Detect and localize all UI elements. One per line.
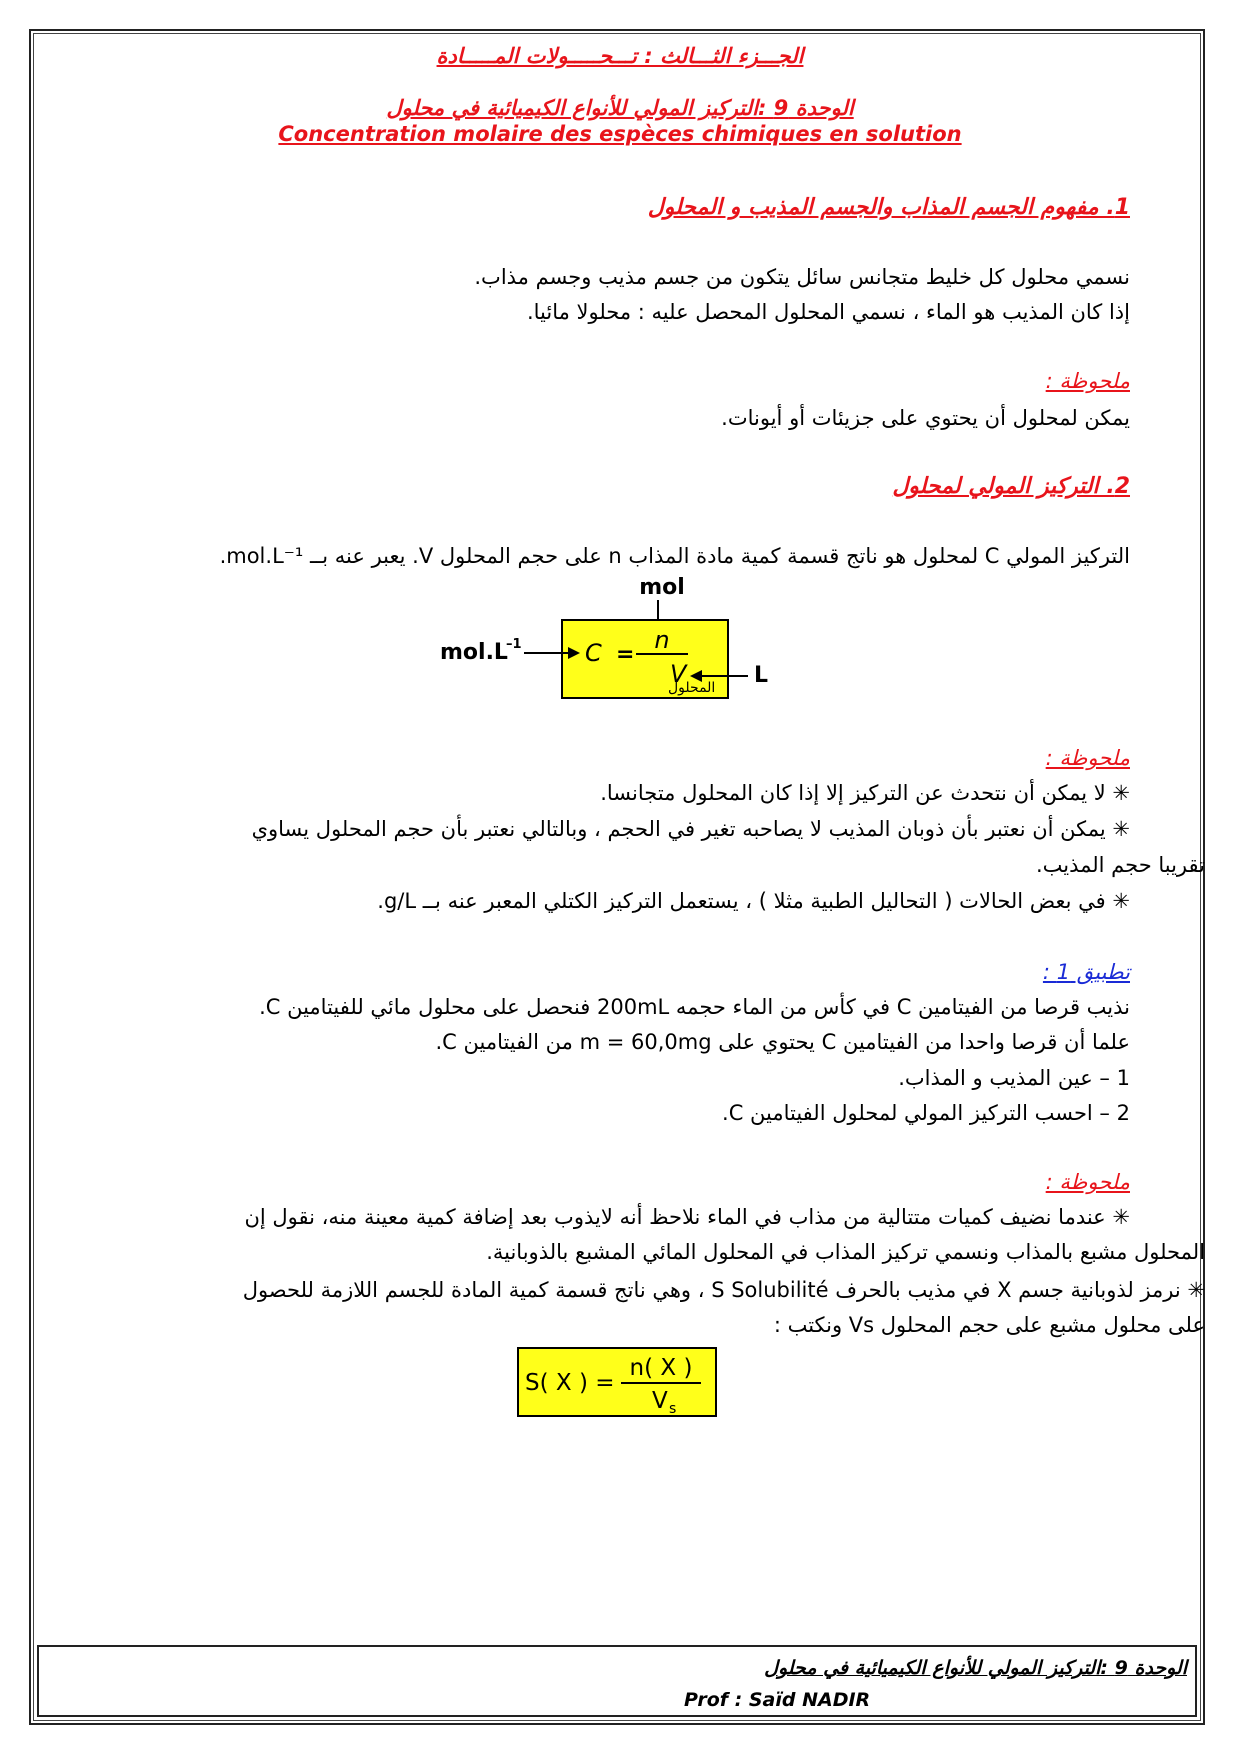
formula-equals: = xyxy=(616,642,635,667)
french-title: Concentration molaire des espèces chimiques en solution xyxy=(278,122,962,146)
solubility-formula-denominator: V xyxy=(652,1388,668,1414)
section1-line2: إذا كان المذيب هو الماء ، نسمي المحلول المحصل عليه : محلولا مائيا. xyxy=(526,300,1130,324)
section1-note-text: يمكن لمحلول أن يحتوي على جزيئات أو أيونات. xyxy=(721,406,1130,430)
formula-denominator: V xyxy=(670,660,687,688)
part-title: الجـــزء الثـــالث : تـــحـــــولات المـــــادة xyxy=(436,44,804,68)
unit-top-label: mol xyxy=(639,575,685,600)
solubility-formula-numerator: n( X ) xyxy=(629,1355,693,1381)
solubility-formula-lhs: S( X ) = xyxy=(525,1370,615,1396)
application-line: نذيب قرصا من الفيتامين C في كأس من الماء حجمه 200mL فنحصل على محلول مائي للفيتامين C. xyxy=(259,995,1130,1019)
application-line: علما أن قرصا واحدا من الفيتامين C يحتوي على m = 60,0mg من الفيتامين C. xyxy=(435,1030,1130,1054)
section1-line1: نسمي محلول كل خليط متجانس سائل يتكون من جسم مذيب وجسم مذاب. xyxy=(474,265,1130,289)
section2-note-item: ✳ لا يمكن أن نتحدث عن التركيز إلا إذا كان المحلول متجانسا. xyxy=(600,781,1130,805)
solubility-line: المحلول مشبع بالمذاب ونسمي تركيز المذاب في المحلول المائي المشبع بالذوبانية. xyxy=(486,1240,1205,1264)
section2-definition: التركيز المولي C لمحلول هو ناتج قسمة كمية مادة المذاب n على حجم المحلول V. يعبر عنه بــ mol.L⁻¹. xyxy=(219,544,1130,568)
section2-heading: 2. التركيز المولي لمحلول xyxy=(892,474,1130,499)
section1-heading: 1. مفهوم الجسم المذاب والجسم المذيب و المحلول xyxy=(647,195,1130,220)
solubility-formula-subscript: s xyxy=(669,1401,677,1417)
footer-author: Prof : Saïd NADIR xyxy=(684,1689,871,1711)
section2-note-item: تقريبا حجم المذيب. xyxy=(1035,853,1205,877)
solubility-formula-box xyxy=(517,1347,717,1417)
unit-left-label: mol.L xyxy=(440,640,508,665)
application-line: 2 – احسب التركيز المولي لمحلول الفيتامين C. xyxy=(722,1101,1130,1125)
solubility-line: ✳ نرمز لذوبانية جسم X في مذيب بالحرف S Solubilité ، وهي ناتج قسمة كمية المادة للجسم اللازمة للحصول xyxy=(242,1278,1205,1302)
section2-note-item: ✳ في بعض الحالات ( التحاليل الطبية مثلا ) ، يستعمل التركيز الكتلي المعبر عنه بــ g/L. xyxy=(377,889,1130,913)
section2-note-item: ✳ يمكن أن نعتبر بأن ذوبان المذيب لا يصاحبه تغير في الحجم ، وبالتالي نعتبر بأن حجم المحلول يساوي xyxy=(251,817,1130,841)
unit-right-label: L xyxy=(754,663,769,688)
footer-box xyxy=(37,1645,1197,1717)
footer-unit: الوحدة 9 :التركيز المولي للأنواع الكيميائية في محلول xyxy=(764,1657,1187,1679)
section1-note-label: ملحوظة : xyxy=(1045,369,1130,393)
formula-subscript: المحلول xyxy=(668,680,716,696)
solubility-note-label: ملحوظة : xyxy=(1045,1170,1130,1194)
application-label: تطبيق 1 : xyxy=(1042,960,1130,984)
solubility-line: على محلول مشبع على حجم المحلول Vs ونكتب : xyxy=(773,1313,1205,1337)
concentration-formula-diagram xyxy=(440,570,800,710)
solubility-line: ✳ عندما نضيف كميات متتالية من مذاب في الماء نلاحظ أنه لايذوب بعد إضافة كمية معينة منه، نقول إن xyxy=(244,1205,1130,1229)
unit-left-exponent: –1 xyxy=(506,637,522,652)
application-line: 1 – عين المذيب و المذاب. xyxy=(898,1066,1130,1090)
section2-note-label: ملحوظة : xyxy=(1045,746,1130,770)
unit-title: الوحدة 9 :التركيز المولي للأنواع الكيميائية في محلول xyxy=(386,96,854,120)
formula-numerator: n xyxy=(654,626,670,654)
formula-lhs: C xyxy=(585,639,602,667)
